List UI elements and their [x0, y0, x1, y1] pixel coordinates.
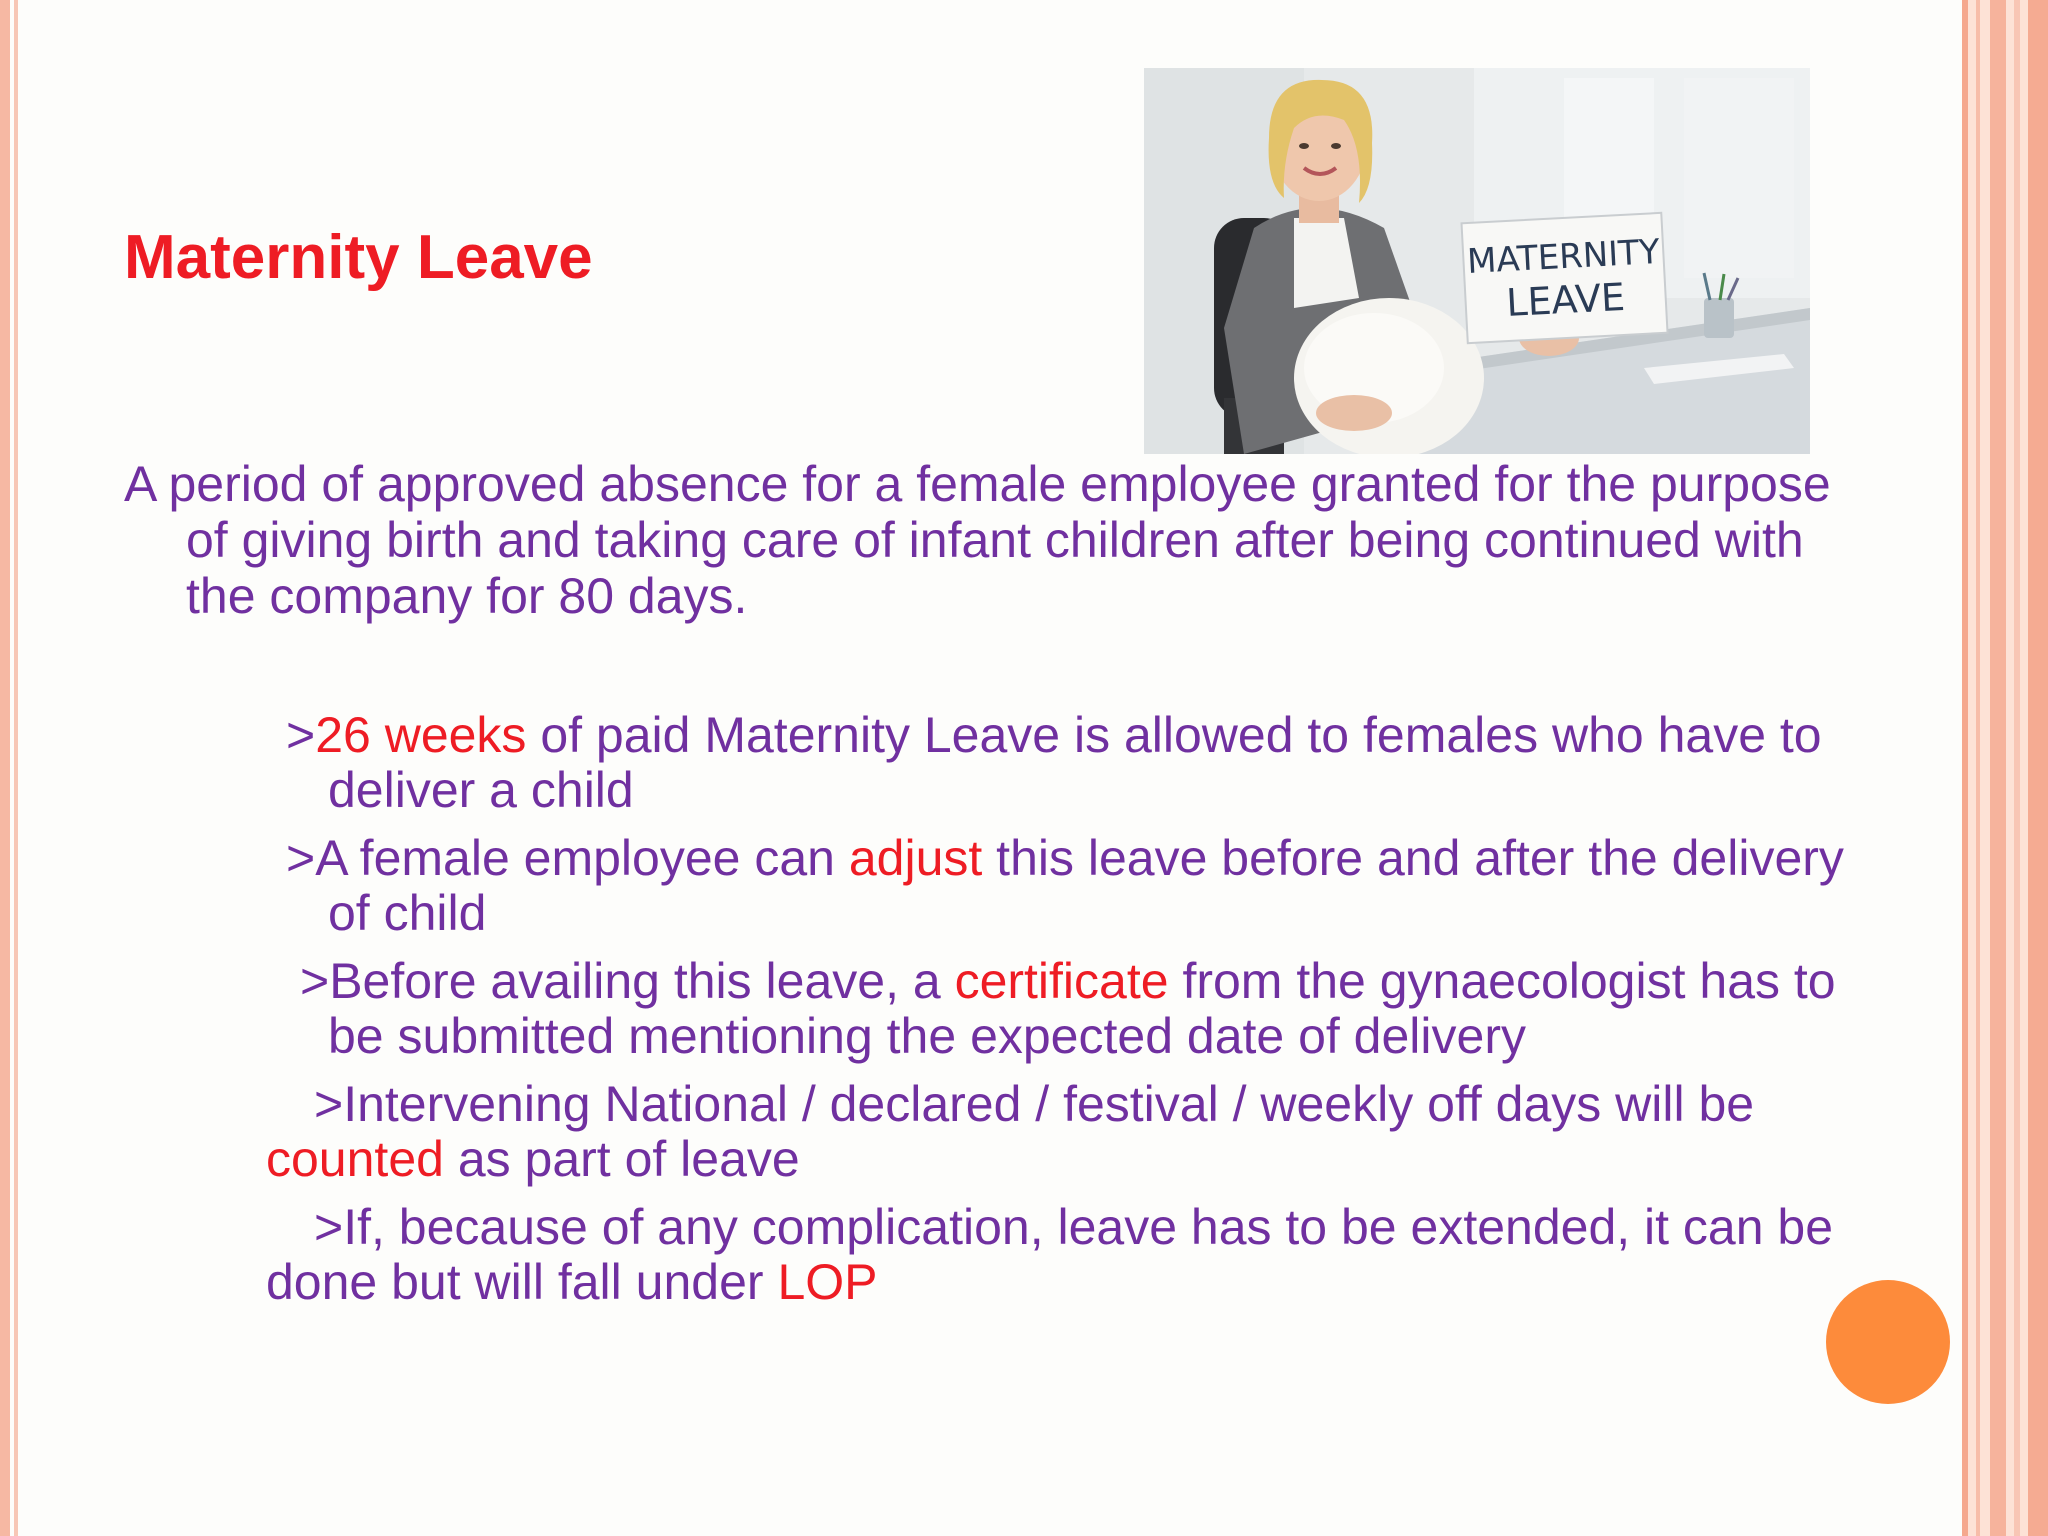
bullet-text: >Before availing this leave, a	[300, 953, 955, 1009]
left-border-stripe-inner	[14, 0, 18, 1536]
bullet-highlight: counted	[266, 1131, 444, 1187]
bullet-highlight: certificate	[954, 953, 1169, 1009]
intro-paragraph: A period of approved absence for a female employee granted for the purpose of giving birth and taking care of infant children after being continued with the company for 80 days.	[124, 456, 1831, 624]
slide-title: Maternity Leave	[124, 223, 593, 292]
bullet-text: >Intervening National / declared / festival / weekly off days will be	[314, 1076, 1755, 1132]
bullet-marker: >	[286, 707, 316, 763]
bullet-item	[300, 954, 1900, 1064]
bullet-highlight: 26 weeks	[315, 707, 527, 763]
right-border-stripe	[1962, 0, 1968, 1536]
right-border-stripe	[2014, 0, 2020, 1536]
bullet-text: >A female employee can	[286, 830, 849, 886]
bullet-highlight: LOP	[777, 1254, 878, 1310]
bullet-text: from the gynaecologist has to be submitted mentioning the expected date of delivery	[328, 953, 1836, 1064]
bullet-highlight: adjust	[848, 830, 983, 886]
photo-sign-text-line1: MATERNITY	[1466, 231, 1661, 283]
bullet-item	[266, 1077, 1906, 1187]
bullet-text: of paid Maternity Leave is allowed to females who have to deliver a child	[328, 707, 1822, 818]
right-border-stripe	[2028, 0, 2048, 1536]
right-border-stripe	[1976, 0, 1980, 1536]
bullet-text: this leave before and after the delivery of child	[328, 830, 1844, 941]
orange-accent-dot	[1826, 1280, 1950, 1404]
right-border-stripe	[1990, 0, 2006, 1536]
left-border-stripe	[0, 0, 10, 1536]
photo-sign-text-line2: LEAVE	[1505, 274, 1627, 326]
maternity-leave-photo	[1144, 68, 1810, 454]
bullet-item	[266, 1200, 1906, 1310]
bullet-item	[286, 708, 1886, 818]
photo-illustration	[1144, 68, 1810, 454]
bullet-text: as part of leave	[443, 1131, 800, 1187]
bullet-text: >If, because of any complication, leave has to be extended, it can be done but will fall under	[266, 1199, 1834, 1310]
bullet-item	[286, 831, 1886, 941]
